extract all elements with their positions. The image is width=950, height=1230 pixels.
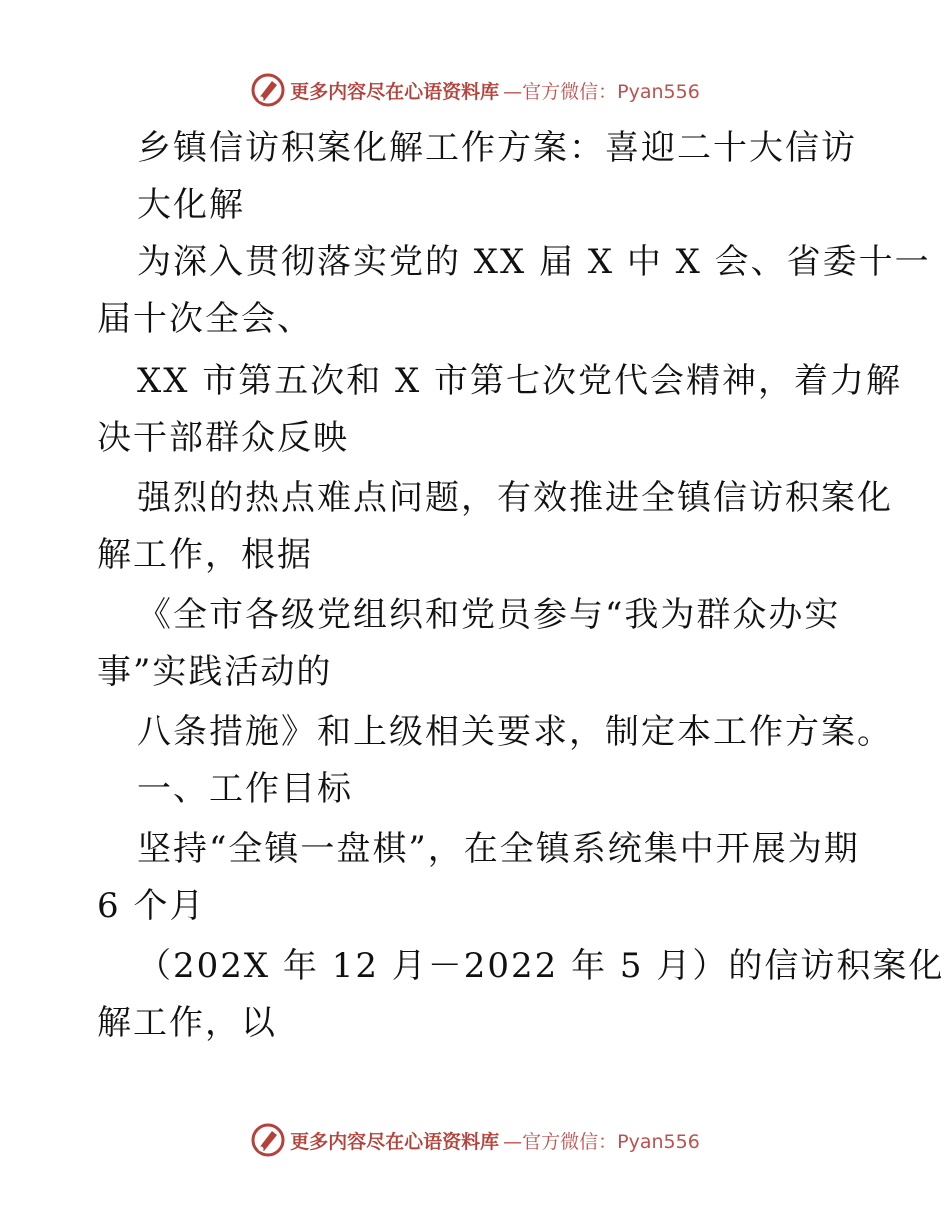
header-watermark-banner	[0, 70, 950, 110]
doc-title-line-1: 乡镇信访积案化解工作方案：喜迎二十大信访	[137, 128, 857, 168]
doc-text-line: XX 市第五次和 X 市第七次党代会精神，着力解	[137, 361, 903, 401]
footer-watermark-banner	[0, 1120, 950, 1160]
watermark-text: 更多内容尽在心语资料库	[290, 1130, 500, 1153]
doc-text-line: 八条措施》和上级相关要求，制定本工作方案。	[137, 712, 893, 752]
doc-section-heading: 一、工作目标	[137, 769, 353, 809]
pen-circle-logo-icon	[250, 1122, 286, 1158]
doc-text-line: 解工作，以	[97, 1003, 277, 1043]
doc-text-line: 6 个月	[97, 886, 206, 926]
doc-text-line: 为深入贯彻落实党的 XX 届 X 中 X 会、省委十一	[137, 242, 931, 282]
doc-text-line: （202X 年 12 月－2022 年 5 月）的信访积案化	[137, 946, 945, 986]
doc-title-line-2: 大化解	[137, 185, 245, 225]
doc-text-line: 决干部群众反映	[97, 418, 349, 458]
doc-text-line: 《全市各级党组织和党员参与“我为群众办实	[137, 595, 841, 635]
doc-text-line: 事”实践活动的	[97, 652, 333, 692]
doc-text-line: 强烈的热点难点问题，有效推进全镇信访积案化	[137, 478, 893, 518]
watermark-wechat: —官方微信：Pyan556	[503, 80, 700, 103]
watermark-wechat: —官方微信：Pyan556	[503, 1130, 700, 1153]
doc-text-line: 解工作，根据	[97, 535, 313, 575]
doc-text-line: 坚持“全镇一盘棋”，在全镇系统集中开展为期	[137, 829, 860, 869]
footer-watermark	[250, 1122, 700, 1158]
header-watermark	[250, 72, 700, 108]
doc-text-line: 届十次全会、	[97, 299, 313, 339]
watermark-text: 更多内容尽在心语资料库	[290, 80, 500, 103]
pen-circle-logo-icon	[250, 72, 286, 108]
